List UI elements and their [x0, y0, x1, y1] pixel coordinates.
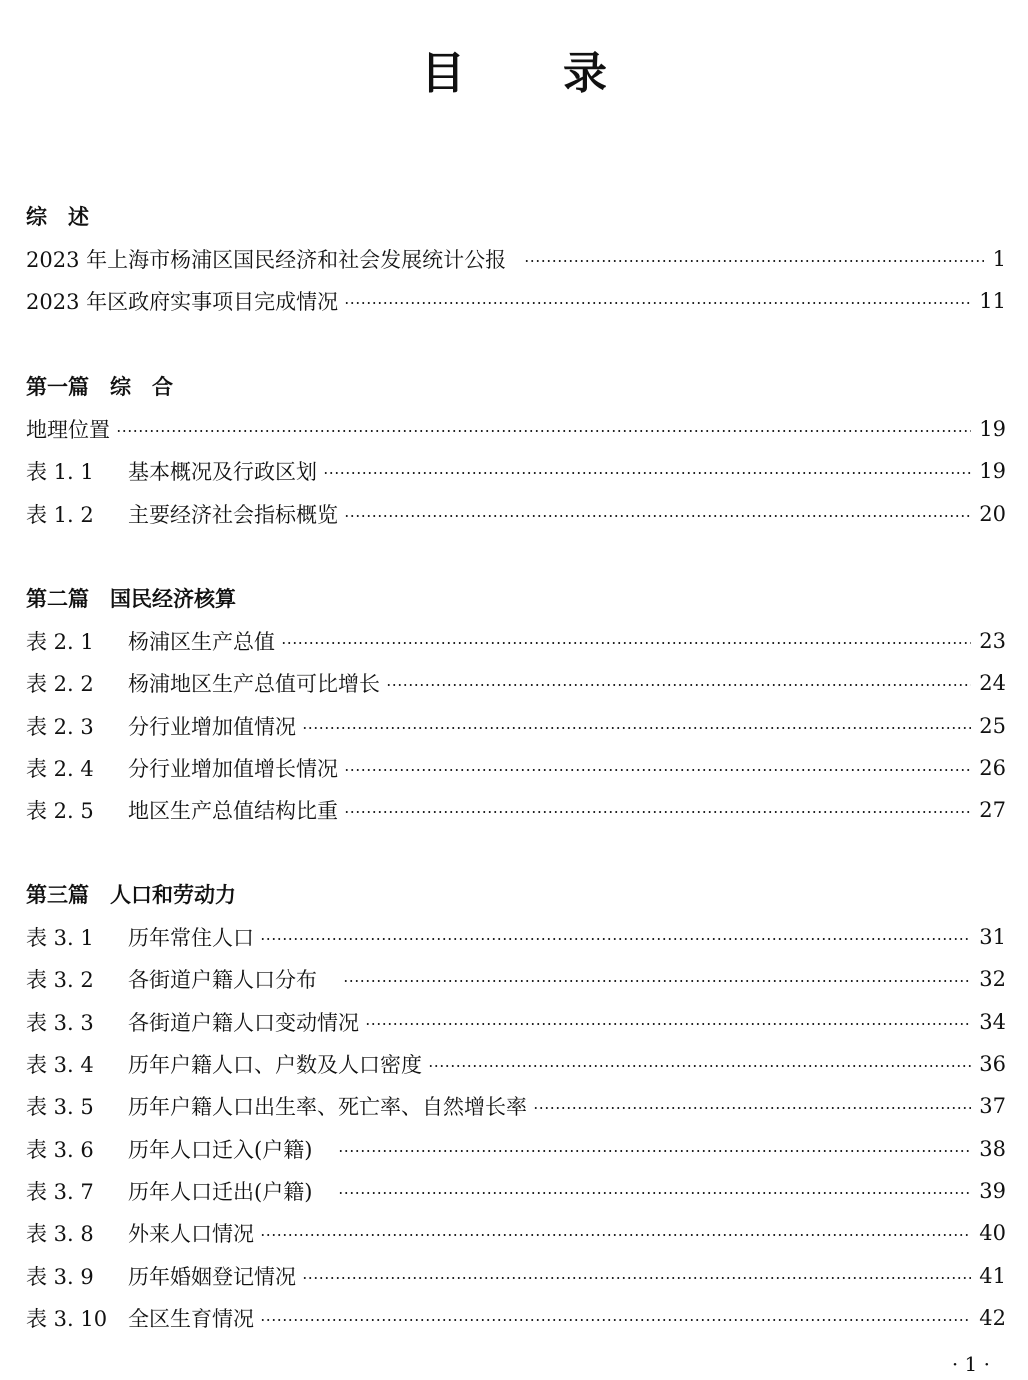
toc-entry[interactable]: [26, 1001, 1006, 1043]
toc-entry[interactable]: [26, 280, 1006, 322]
entry-page-number: 26: [979, 756, 1006, 781]
page-title-char-1: 目: [421, 48, 465, 99]
entry-page-number: 27: [979, 798, 1006, 823]
entry-title: 2023 年区政府实事项目完成情况: [26, 290, 339, 315]
toc-entry[interactable]: [26, 1043, 1006, 1085]
toc-entry[interactable]: [26, 408, 1006, 450]
entry-title: 基本概况及行政区划: [128, 460, 317, 485]
entry-title: 历年婚姻登记情况: [128, 1264, 296, 1289]
section-heading: 第三篇 人口和劳动力: [26, 883, 236, 907]
toc-entry[interactable]: [26, 662, 1006, 704]
toc-section-part2: [26, 578, 1006, 831]
toc-entry[interactable]: [26, 789, 1006, 831]
entry-page-number: 36: [979, 1052, 1006, 1077]
dot-leader: [386, 684, 971, 686]
dot-leader: [260, 1319, 971, 1321]
entry-title: 主要经济社会指标概览: [128, 502, 338, 527]
page-title-char-2: 录: [563, 48, 607, 99]
footer-page-number: · 1 ·: [951, 1352, 990, 1376]
entry-title: 历年人口迁入(户籍): [128, 1137, 313, 1162]
entry-page-number: 39: [979, 1178, 1006, 1203]
entry-title: 杨浦地区生产总值可比增长: [128, 672, 380, 697]
dot-leader: [524, 260, 984, 262]
toc-entry[interactable]: [26, 238, 1006, 280]
section-heading: 第一篇 综 合: [26, 375, 173, 399]
dot-leader: [344, 769, 971, 771]
dot-leader: [260, 938, 971, 940]
toc-entry[interactable]: [26, 1127, 1006, 1169]
entry-table-number: 表 2. 4: [26, 757, 94, 782]
entry-page-number: 11: [979, 289, 1006, 314]
page-title: [0, 46, 1028, 102]
dot-leader: [428, 1065, 971, 1067]
entry-table-number: 表 2. 2: [26, 672, 94, 697]
entry-table-number: 表 3. 2: [26, 968, 94, 993]
dot-leader: [533, 1107, 971, 1109]
entry-table-number: 表 3. 5: [26, 1095, 94, 1120]
toc-entry[interactable]: [26, 1212, 1006, 1254]
entry-page-number: 1: [992, 247, 1006, 272]
entry-title: 杨浦区生产总值: [128, 630, 275, 655]
toc-section-part3: [26, 874, 1006, 1339]
entry-page-number: 38: [979, 1136, 1006, 1161]
entry-title: 历年户籍人口出生率、死亡率、自然增长率: [128, 1095, 527, 1120]
entry-table-number: 表 3. 8: [26, 1222, 94, 1247]
dot-leader: [302, 1277, 971, 1279]
entry-table-number: 表 2. 5: [26, 799, 94, 824]
entry-table-number: 表 3. 4: [26, 1053, 94, 1078]
toc-entry[interactable]: [26, 620, 1006, 662]
entry-title: 分行业增加值情况: [128, 714, 296, 739]
entry-table-number: 表 3. 3: [26, 1010, 94, 1035]
entry-page-number: 42: [979, 1305, 1006, 1330]
dot-leader: [323, 472, 971, 474]
dot-leader: [338, 1192, 971, 1194]
toc-entry[interactable]: [26, 1254, 1006, 1296]
toc-section-part1: [26, 366, 1006, 535]
toc-entry[interactable]: [26, 493, 1006, 535]
entry-page-number: 25: [979, 713, 1006, 738]
entry-page-number: 19: [979, 417, 1006, 442]
dot-leader: [116, 430, 971, 432]
entry-table-number: 表 3. 6: [26, 1137, 94, 1162]
entry-table-number: 表 2. 3: [26, 714, 94, 739]
toc-entry[interactable]: [26, 1297, 1006, 1339]
entry-page-number: 23: [979, 629, 1006, 654]
toc-entry[interactable]: [26, 1085, 1006, 1127]
entry-title: 地理位置: [26, 418, 110, 443]
entry-table-number: 表 3. 10: [26, 1306, 108, 1331]
entry-table-number: 表 3. 7: [26, 1179, 94, 1204]
dot-leader: [343, 980, 971, 982]
entry-title: 各街道户籍人口变动情况: [128, 1010, 359, 1035]
section-heading: 第二篇 国民经济核算: [26, 587, 236, 611]
dot-leader: [344, 515, 971, 517]
dot-leader: [365, 1023, 971, 1025]
entry-title: 外来人口情况: [128, 1222, 254, 1247]
entry-table-number: 表 1. 1: [26, 460, 94, 485]
toc-entry[interactable]: [26, 916, 1006, 958]
toc-entry[interactable]: [26, 958, 1006, 1000]
entry-title: 2023 年上海市杨浦区国民经济和社会发展统计公报: [26, 248, 507, 273]
entry-table-number: 表 1. 2: [26, 502, 94, 527]
entry-title: 历年人口迁出(户籍): [128, 1179, 313, 1204]
toc-entry[interactable]: [26, 747, 1006, 789]
entry-page-number: 20: [979, 501, 1006, 526]
entry-title: 历年常住人口: [128, 926, 254, 951]
dot-leader: [302, 727, 971, 729]
section-heading: 综 述: [26, 205, 89, 229]
dot-leader: [338, 1150, 971, 1152]
entry-page-number: 24: [979, 671, 1006, 696]
entry-page-number: 37: [979, 1094, 1006, 1119]
entry-table-number: 表 2. 1: [26, 630, 94, 655]
dot-leader: [281, 642, 971, 644]
dot-leader: [344, 811, 971, 813]
dot-leader: [260, 1234, 971, 1236]
entry-page-number: 19: [979, 459, 1006, 484]
entry-page-number: 34: [979, 1009, 1006, 1034]
entry-table-number: 表 3. 9: [26, 1264, 94, 1289]
entry-page-number: 32: [979, 967, 1006, 992]
entry-title: 历年户籍人口、户数及人口密度: [128, 1053, 422, 1078]
entry-page-number: 31: [979, 925, 1006, 950]
toc-section-summary: [26, 196, 1006, 323]
entry-page-number: 40: [979, 1221, 1006, 1246]
entry-title: 分行业增加值增长情况: [128, 757, 338, 782]
entry-table-number: 表 3. 1: [26, 926, 94, 951]
dot-leader: [344, 302, 971, 304]
entry-page-number: 41: [979, 1263, 1006, 1288]
toc-entry[interactable]: [26, 1170, 1006, 1212]
toc-entry[interactable]: [26, 450, 1006, 492]
entry-title: 各街道户籍人口分布: [128, 968, 317, 993]
toc-entry[interactable]: [26, 705, 1006, 747]
entry-title: 全区生育情况: [128, 1306, 254, 1331]
entry-title: 地区生产总值结构比重: [128, 799, 338, 824]
